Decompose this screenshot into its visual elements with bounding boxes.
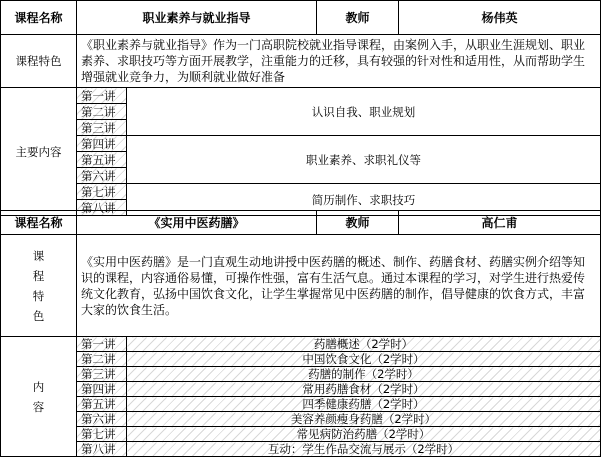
course-table-1 bbox=[0, 0, 601, 216]
course-name-label: 课程名称 bbox=[1, 211, 77, 235]
teacher-label: 教师 bbox=[317, 211, 399, 235]
main-content-label: 主要内容 bbox=[1, 88, 77, 216]
course-description: 《实用中医药膳》是一门直观生动地讲授中医药膳的概述、制作、药膳食材、药膳实例介绍等知识的课程，内容通俗易懂，可操作性强，富有生活气息。通过本课程的学习，对学生进行热爱传统文化教育，弘扬中国饮食文化，让学生掌握常见中医药膳的制作，倡导健康的饮食方式，丰富大家的饮食生活。 bbox=[77, 235, 601, 337]
lecture-label: 第三讲 bbox=[77, 367, 127, 382]
lecture-label: 第一讲 bbox=[77, 337, 127, 352]
lecture-label: 第四讲 bbox=[77, 136, 127, 152]
topic-item: 中国饮食文化（2学时） bbox=[127, 352, 601, 367]
course-features-label: 课程特色 bbox=[1, 35, 77, 88]
teacher-label: 教师 bbox=[317, 1, 399, 35]
lecture-label: 第八讲 bbox=[77, 442, 127, 457]
topic-item: 四季健康药膳（2学时） bbox=[127, 397, 601, 412]
topic-item: 药膳概述（2学时） bbox=[127, 337, 601, 352]
lecture-label: 第七讲 bbox=[77, 427, 127, 442]
lecture-label: 第二讲 bbox=[77, 104, 127, 120]
lecture-label: 第七讲 bbox=[77, 184, 127, 200]
teacher-name: 杨伟英 bbox=[399, 1, 601, 35]
topic-group: 职业素养、求职礼仪等 bbox=[127, 136, 601, 184]
lecture-label: 第一讲 bbox=[77, 88, 127, 104]
course-description: 《职业素养与就业指导》作为一门高职院校就业指导课程，由案例入手，从职业生涯规划、职业素养、求职技巧等方面开展教学，注重能力的迁移，具有较强的针对性和适用性，从而帮助学生增强就业竞争力，为顺利就业做好准备 bbox=[77, 35, 601, 88]
topic-group: 简历制作、求职技巧 bbox=[127, 184, 601, 216]
topic-item: 互动：学生作品交流与展示（2学时） bbox=[127, 442, 601, 457]
topic-item: 常见病防治药膳（2学时） bbox=[127, 427, 601, 442]
lecture-label: 第三讲 bbox=[77, 120, 127, 136]
course-title: 职业素养与就业指导 bbox=[77, 1, 317, 35]
lecture-label: 第二讲 bbox=[77, 352, 127, 367]
course-name-label: 课程名称 bbox=[1, 1, 77, 35]
topic-item: 药膳的制作（2学时） bbox=[127, 367, 601, 382]
lecture-label: 第五讲 bbox=[77, 152, 127, 168]
topic-item: 美容养颜瘦身药膳（2学时） bbox=[127, 412, 601, 427]
course-title: 《实用中医药膳》 bbox=[77, 211, 317, 235]
course-table-2 bbox=[0, 210, 601, 457]
lecture-label: 第八讲 bbox=[77, 200, 127, 216]
topic-group: 认识自我、职业规划 bbox=[127, 88, 601, 136]
topic-item: 常用药膳食材（2学时） bbox=[127, 382, 601, 397]
course-features-label: 课 程 特 色 bbox=[1, 235, 77, 337]
lecture-label: 第六讲 bbox=[77, 412, 127, 427]
teacher-name: 高仁甫 bbox=[399, 211, 601, 235]
lecture-label: 第五讲 bbox=[77, 397, 127, 412]
main-content-label: 内 容 bbox=[1, 337, 77, 457]
lecture-label: 第六讲 bbox=[77, 168, 127, 184]
lecture-label: 第四讲 bbox=[77, 382, 127, 397]
